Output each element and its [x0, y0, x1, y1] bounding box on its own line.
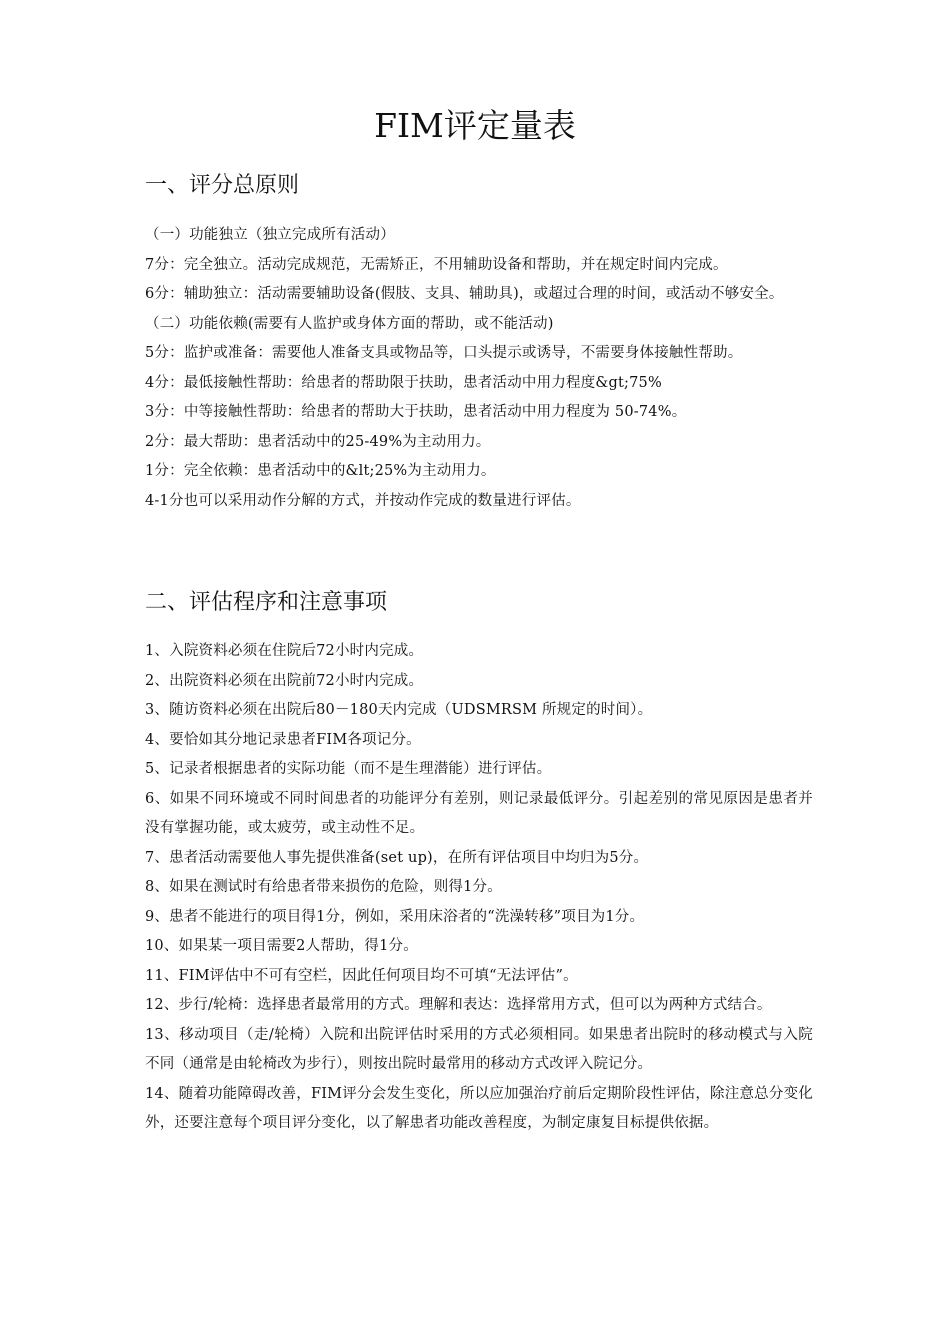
list-item: 2、出院资料必须在出院前72小时内完成。	[145, 672, 424, 689]
list-item: 2分：最大帮助：患者活动中的25-49%为主动用力。	[145, 433, 491, 450]
list-item: 3分：中等接触性帮助：给患者的帮助大于扶助，患者活动中用力程度为 50-74%。	[145, 404, 687, 420]
section-heading-procedure: 二、评估程序和注意事项	[145, 590, 388, 615]
list-item: 4分：最低接触性帮助：给患者的帮助限于扶助，患者活动中用力程度&gt;75%	[145, 374, 662, 391]
list-item: 13、移动项目（走/轮椅）入院和出院评估时采用的方式必须相同。如果患者出院时的移动模式与入院不同（通常是由轮椅改为步行），则按出院时最常用的移动方式改评入院记分。	[145, 1026, 813, 1072]
list-item: （一）功能独立（独立完成所有活动）	[145, 227, 395, 243]
list-item: 11、FIM评估中不可有空栏，因此任何项目均不可填“无法评估”。	[145, 967, 578, 984]
page-title: FIM评定量表	[374, 106, 576, 145]
list-item: 5分：监护或准备：需要他人准备支具或物品等，口头提示或诱导，不需要身体接触性帮助。	[145, 345, 743, 361]
list-item: 4-1分也可以采用动作分解的方式，并按动作完成的数量进行评估。	[145, 492, 581, 509]
list-item: 1分：完全依赖：患者活动中的&lt;25%为主动用力。	[145, 463, 496, 479]
list-item: 8、如果在测试时有给患者带来损伤的危险，则得1分。	[145, 879, 502, 895]
list-item: 6、如果不同环境或不同时间患者的功能评分有差别，则记录最低评分。引起差别的常见原因是患者并没有掌握功能，或太疲劳，或主动性不足。	[145, 790, 813, 836]
list-item: 3、随访资料必须在出院后80－180天内完成（UDSMRSM 所规定的时间）。	[145, 702, 653, 718]
list-item: 6分：辅助独立：活动需要辅助设备(假肢、支具、辅助具)，或超过合理的时间，或活动不够安全。	[145, 286, 784, 302]
list-item: 10、如果某一项目需要2人帮助，得1分。	[145, 938, 418, 954]
procedure-list	[145, 637, 813, 1139]
list-item: 9、患者不能进行的项目得1分，例如，采用床浴者的“洗澡转移”项目为1分。	[145, 908, 645, 925]
list-item: 7分：完全独立。活动完成规范，无需矫正，不用辅助设备和帮助，并在规定时间内完成。	[145, 256, 728, 273]
list-item: 7、患者活动需要他人事先提供准备(set up)，在所有评估项目中均归为5分。	[145, 849, 649, 866]
principles-list	[145, 221, 813, 516]
list-item: 1、入院资料必须在住院后72小时内完成。	[145, 643, 424, 659]
list-item: 5、记录者根据患者的实际功能（而不是生理潜能）进行评估。	[145, 761, 552, 777]
list-item: 4、要恰如其分地记录患者FIM各项记分。	[145, 731, 421, 748]
list-item: （二）功能依赖(需要有人监护或身体方面的帮助，或不能活动)	[145, 315, 554, 332]
list-item: 12、步行/轮椅：选择患者最常用的方式。理解和表达：选择常用方式，但可以为两种方式结合。	[145, 997, 772, 1013]
section-heading-principles: 一、评分总原则	[145, 173, 300, 198]
list-item: 14、随着功能障碍改善，FIM评分会发生变化，所以应加强治疗前后定期阶段性评估，除注意总分变化外，还要注意每个项目评分变化，以了解患者功能改善程度，为制定康复目标提供依据。	[145, 1085, 813, 1131]
